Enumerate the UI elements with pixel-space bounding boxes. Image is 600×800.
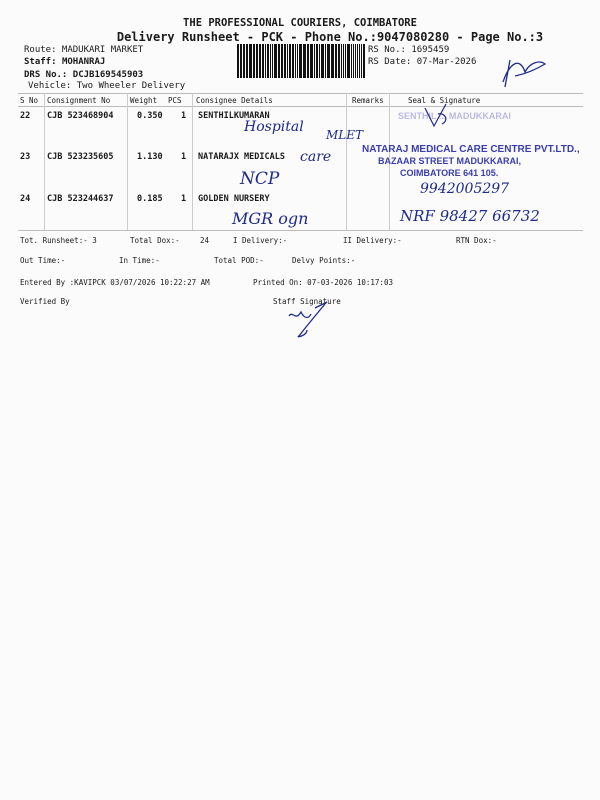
stamp-line: NATARAJ MEDICAL CARE CENTRE PVT.LTD.,: [362, 144, 580, 155]
row-consignee: SENTHILKUMARAN: [198, 111, 270, 121]
handwritten-note: MGR ogn: [232, 209, 309, 228]
row-weight: 0.185: [137, 194, 163, 204]
faded-stamp: SENTHIL ... MADUKKARAI: [398, 111, 511, 121]
barcode-bar: [270, 44, 271, 78]
barcode-bar: [327, 44, 330, 78]
barcode-bar: [341, 44, 342, 78]
row-sno: 24: [20, 194, 31, 204]
barcode-bar: [351, 44, 352, 78]
printed-on: Printed On: 07-03-2026 10:17:03: [253, 278, 393, 287]
runsheet-subtitle: Delivery Runsheet - PCK - Phone No.:9047080280 - Page No.:3: [116, 30, 544, 44]
barcode-bar: [319, 44, 321, 78]
delvy-points: Delvy Points:-: [292, 256, 356, 265]
barcode-bar: [246, 44, 248, 78]
barcode-bar: [316, 44, 318, 78]
barcode-bar: [335, 44, 337, 78]
row-consignee: GOLDEN NURSERY: [198, 194, 270, 204]
out-time: Out Time:-: [20, 256, 66, 265]
barcode-bar: [331, 44, 332, 78]
handwritten-note: NCP: [240, 169, 280, 189]
row-pcs: 1: [181, 194, 187, 204]
company-title: THE PROFESSIONAL COURIERS, COIMBATORE: [183, 17, 417, 29]
divider: [18, 106, 583, 107]
barcode-bar: [295, 44, 296, 78]
staff-label: Staff:: [24, 57, 57, 67]
column-divider: [44, 93, 45, 230]
barcode-bar: [268, 44, 269, 78]
verified-by: Verified By: [20, 297, 70, 306]
barcode-bar: [332, 44, 334, 78]
barcode-bar: [240, 44, 243, 78]
column-divider: [346, 93, 347, 230]
total-pod: Total POD:-: [214, 256, 264, 265]
barcode-bar: [355, 44, 356, 78]
seal-signature-mark: [420, 100, 460, 130]
i-delivery: I Delivery:-: [233, 236, 288, 245]
col-pcs: PCS: [168, 96, 182, 105]
staff: [24, 57, 105, 67]
row-weight: 0.350: [137, 111, 163, 121]
barcode-bar: [347, 44, 350, 78]
vehicle: Vehicle: Two Wheeler Delivery: [28, 81, 186, 91]
row-sno: 23: [20, 152, 31, 162]
drs-label: DRS No.:: [24, 70, 68, 80]
total-dox-label: Total Dox:-: [130, 236, 180, 245]
barcode-bar: [353, 44, 354, 78]
barcode-bar: [278, 44, 280, 78]
barcode-bar: [343, 44, 345, 78]
col-weight: Weight: [130, 96, 158, 105]
barcode-bar: [345, 44, 346, 78]
rtn-dox: RTN Dox:-: [456, 236, 497, 245]
barcode-bar: [297, 44, 298, 78]
tot-runsheet: Tot. Runsheet:- 3: [20, 236, 97, 245]
barcode-bar: [237, 44, 239, 78]
barcode-bar: [259, 44, 261, 78]
barcode-bar: [265, 44, 266, 78]
col-sno: S No: [20, 96, 39, 105]
barcode-bar: [321, 44, 324, 78]
handwritten-signature-top: [495, 52, 555, 92]
ii-delivery: II Delivery:-: [343, 236, 402, 245]
handwritten-note: MLET: [326, 128, 364, 142]
staff-signature-label: Staff Signature: [273, 297, 341, 306]
stamp-line: BAZAAR STREET MADUKKARAI,: [378, 156, 521, 166]
barcode-bar: [338, 44, 340, 78]
column-divider: [127, 93, 128, 230]
barcode-bar: [267, 44, 268, 78]
barcode-bar: [274, 44, 277, 78]
handwritten-phone: NRF 98427 66732: [400, 207, 540, 225]
drs: [24, 70, 143, 80]
barcode-bar: [284, 44, 286, 78]
barcode-bar: [303, 44, 306, 78]
row-consignment: CJB 523468904: [47, 111, 114, 121]
rs-number: RS No.: 1695459: [368, 45, 450, 55]
col-seal: Seal & Signature: [408, 96, 481, 105]
row-consignee: NATARAJX MEDICALS: [198, 152, 285, 162]
barcode-bar: [359, 44, 360, 78]
row-pcs: 1: [181, 152, 187, 162]
barcode-bar: [314, 44, 315, 78]
barcode-bar: [325, 44, 326, 78]
barcode-bar: [256, 44, 258, 78]
column-divider: [192, 93, 193, 230]
barcode-bar: [363, 44, 365, 78]
barcode-bar: [272, 44, 273, 78]
drs-number: DCJB169545903: [72, 70, 144, 80]
divider: [18, 93, 583, 94]
barcode-bar: [299, 44, 302, 78]
barcode-bar: [253, 44, 256, 78]
route: Route: MADUKARI MARKET: [24, 45, 144, 55]
row-sno: 22: [20, 111, 31, 121]
in-time: In Time:-: [119, 256, 160, 265]
col-consignment: Consignment No: [47, 96, 111, 105]
barcode: [237, 44, 365, 78]
handwritten-phone: 9942005297: [420, 181, 510, 197]
rs-date: RS Date: 07-Mar-2026: [368, 57, 477, 67]
staff-name: MOHANRAJ: [61, 57, 106, 67]
barcode-bar: [287, 44, 288, 78]
handwritten-note: care: [300, 149, 332, 165]
row-pcs: 1: [181, 111, 187, 121]
barcode-bar: [249, 44, 252, 78]
barcode-bar: [357, 44, 359, 78]
handwritten-note: Hospital: [244, 119, 304, 135]
row-weight: 1.130: [137, 152, 163, 162]
col-consignee: Consignee Details: [196, 96, 273, 105]
stamp-line: COIMBATORE 641 105.: [400, 168, 499, 178]
total-dox-value: 24: [200, 236, 210, 245]
barcode-bar: [262, 44, 264, 78]
staff-signature: [285, 300, 360, 340]
barcode-bar: [243, 44, 245, 78]
barcode-bar: [289, 44, 291, 78]
entered-by: Entered By :KAVIPCK 03/07/2026 10:22:27 AM: [20, 278, 210, 287]
barcode-bar: [310, 44, 313, 78]
barcode-bar: [292, 44, 295, 78]
row-consignment: CJB 523235605: [47, 152, 114, 162]
divider: [18, 230, 583, 231]
col-remarks: Remarks: [352, 96, 384, 105]
barcode-bar: [281, 44, 284, 78]
barcode-bar: [307, 44, 310, 78]
row-consignment: CJB 523244637: [47, 194, 114, 204]
barcode-bar: [361, 44, 362, 78]
